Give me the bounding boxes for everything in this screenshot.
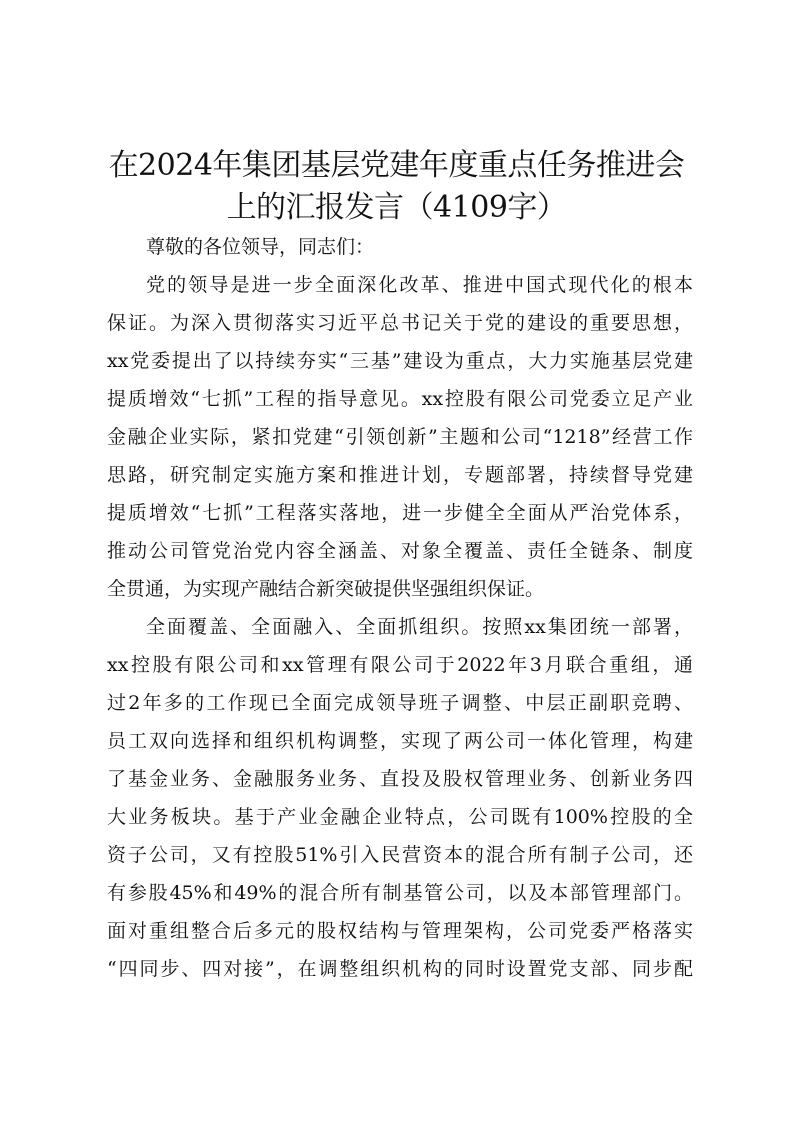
paragraph-1-line: 思路，研究制定实施方案和推进计划，专题部署，持续督导党建 <box>107 464 693 486</box>
paragraph-1-line: 推动公司管党治党内容全涵盖、对象全覆盖、责任全链条、制度 <box>107 540 693 562</box>
paragraph-2-line: 过2年多的工作现已全面完成领导班子调整、中层正副职竞聘、 <box>107 692 693 714</box>
paragraph-2-line: 有参股45%和49%的混合所有制基管公司，以及本部管理部门。 <box>107 882 693 904</box>
paragraph-1-line: 提质增效“七抓”工程的指导意见。xx控股有限公司党委立足产业 <box>107 388 693 410</box>
paragraph-2-line: 资子公司，又有控股51%引入民营资本的混合所有制子公司，还 <box>107 844 693 866</box>
document-title-line-1: 在2024年集团基层党建年度重点任务推进会 <box>108 148 685 183</box>
paragraph-2-line: 面对重组整合后多元的股权结构与管理架构，公司党委严格落实 <box>107 920 693 942</box>
paragraph-1-line: 全贯通，为实现产融结合新突破提供坚强组织保证。 <box>107 578 545 600</box>
salutation: 尊敬的各位领导，同志们： <box>146 236 375 258</box>
paragraph-1-line: 金融企业实际，紧扣党建“引领创新”主题和公司“1218”经营工作 <box>107 426 693 448</box>
paragraph-1-line: 保证。为深入贯彻落实习近平总书记关于党的建设的重要思想， <box>107 312 693 334</box>
paragraph-1-line: xx党委提出了以持续夯实“三基”建设为重点，大力实施基层党建 <box>107 350 693 372</box>
paragraph-2-line: 了基金业务、金融服务业务、直投及股权管理业务、创新业务四 <box>107 768 693 790</box>
paragraph-1-line: 提质增效“七抓”工程落实落地，进一步健全全面从严治党体系， <box>107 502 693 524</box>
paragraph-2-line: “四同步、四对接”，在调整组织机构的同时设置党支部、同步配 <box>107 958 693 980</box>
document-title-line-2: 上的汇报发言（4109字） <box>226 190 567 225</box>
paragraph-1-line: 党的领导是进一步全面深化改革、推进中国式现代化的根本 <box>146 274 693 296</box>
paragraph-2-line: xx控股有限公司和xx管理有限公司于2022年3月联合重组，通 <box>107 654 693 676</box>
paragraph-2-line: 大业务板块。基于产业金融企业特点，公司既有100%控股的全 <box>107 806 693 828</box>
paragraph-2-line: 员工双向选择和组织机构调整，实现了两公司一体化管理，构建 <box>107 730 693 752</box>
paragraph-2-line: 全面覆盖、全面融入、全面抓组织。按照xx集团统一部署， <box>146 616 693 638</box>
